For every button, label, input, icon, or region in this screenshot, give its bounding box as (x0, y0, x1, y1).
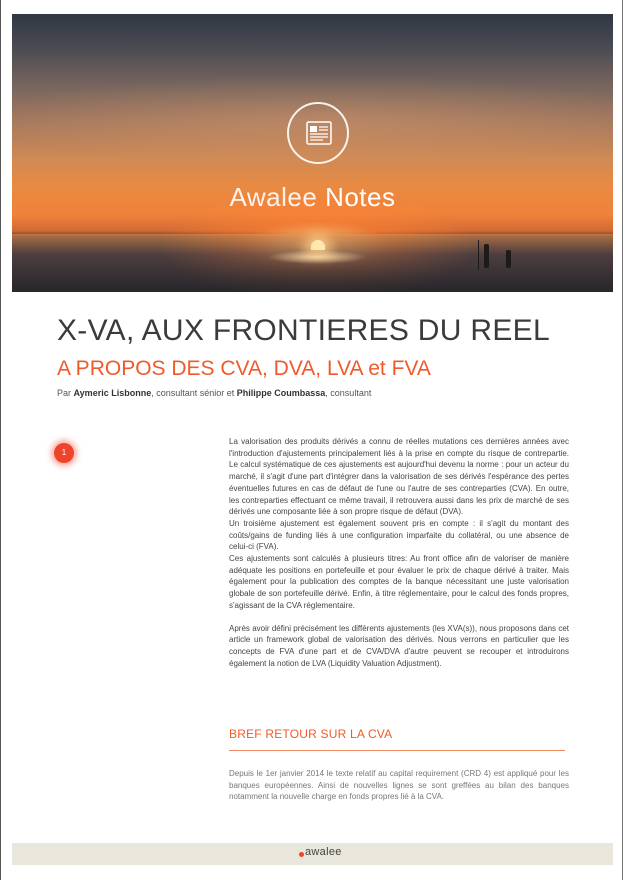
byline-mid: , consultant sénior et (151, 388, 237, 398)
byline-suffix: , consultant (325, 388, 372, 398)
hero-banner (12, 14, 613, 292)
sun (311, 240, 325, 250)
footer-brand: awalee (305, 846, 342, 858)
brand-bold: Notes (325, 182, 396, 212)
page-footer (12, 843, 613, 865)
author-1: Aymeric Lisbonne (73, 388, 152, 398)
paragraph: Un troisième ajustement est également souvent pris en compte : il s'agit du montant des coûts/gains de funding liés à une configuration imparfaite du collatéral, ou une absence de celui-ci (FVA). (229, 518, 569, 552)
sun-glare (267, 250, 367, 264)
paragraph: Ces ajustements sont calculés à plusieurs titres: Au front office afin de valoriser de manière adéquate les positions en portefeuille et pour évaluer le prix de chaque dérivé à traiter. Mais également pour la publication des comptes de la banque nécessitant une juste valorisation globale de son portefeuille dérivé. Enfin, à titre réglementaire, pour le calcul des fonds propres, s'agissant de la CVA réglementaire. (229, 554, 569, 610)
section-paragraph: Depuis le 1er janvier 2014 le texte relatif au capital requirement (CRD 4) est appliqué pour les banques européennes. Ainsi de nouvelles lignes se sont greffées au bilan des banques notamment la nouvelle charge en fonds propres lié à la CVA. (229, 769, 569, 802)
paragraph: Après avoir défini précisément les différents ajustements (les XVA(s)), nous proposons dans cet article un framework global de valorisation des dérivés. Nous verrons en particulier que les concepts de FVA d'une part et de CVA/DVA d'autre peuvent se recouper et introduirons également la notion de LVA (Liquidity Valuation Adjustment). (229, 623, 569, 668)
brand-dot-icon (299, 852, 304, 857)
byline-prefix: Par (57, 388, 74, 398)
silhouette-person (506, 250, 511, 268)
paragraph: La valorisation des produits dérivés a connu de réelles mutations ces dernières années avec l'introduction d'ajustements principalement liés à la prise en compte du risque de contrepartie. Le calcul systématique de ces ajustements est aujourd'hui devenu la norme : pour un acteur du marché, il s'agit d'une part d'intégrer dans la valorisation de ses dérivés l'espérance des pertes éventuelles futures en cas de défaut de l'une ou l'autre de ses contreparties (CVA). En outre, les contreparties effectuant ce même travail, il retrouvera aussi dans les prix de marché de ses dérivés une composante liée à son propre risque de défaut (DVA). (229, 437, 569, 517)
brand-light: Awalee (229, 182, 318, 212)
page-subtitle: A PROPOS DES CVA, DVA, LVA et FVA (57, 357, 431, 380)
article-body (229, 436, 569, 669)
byline (57, 388, 597, 398)
brand-title (12, 182, 613, 213)
section-divider (229, 750, 565, 751)
silhouette-paddle (478, 240, 479, 270)
page-title: X-VA, AUX FRONTIERES DU REEL (57, 314, 550, 347)
document-icon (306, 121, 332, 145)
logo-badge (287, 102, 349, 164)
silhouette-person (484, 244, 489, 268)
footnote-badge[interactable]: 1 (54, 443, 74, 463)
author-2: Philippe Coumbassa (236, 388, 326, 398)
section-heading: BREF RETOUR SUR LA CVA (229, 727, 393, 741)
